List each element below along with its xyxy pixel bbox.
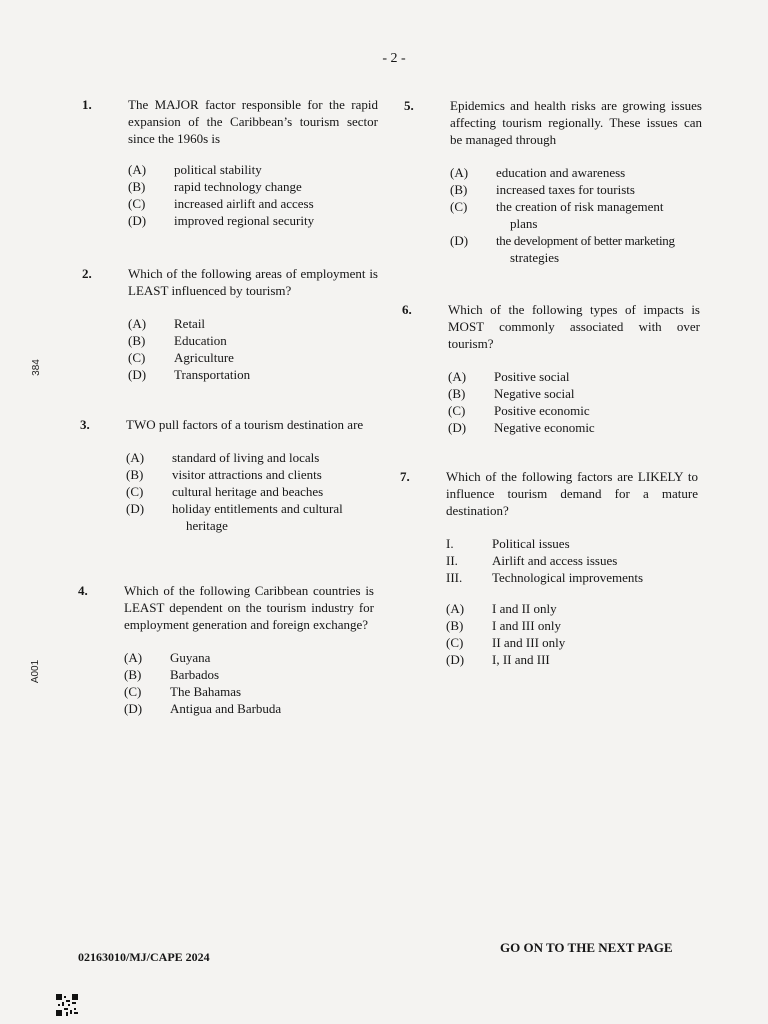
option-c: (C) II and III only	[446, 635, 566, 650]
option-d: (D) the development of better marketing strategies	[450, 233, 675, 265]
question-number: 1.	[82, 97, 92, 112]
statement-iii: III. Technological improvements	[446, 570, 644, 585]
option-list	[124, 649, 374, 717]
option-b: (B) Education	[128, 333, 227, 348]
question-stem: Which of the following factors are LIKELY to influence tourism demand for a mature destination?	[446, 469, 698, 518]
option-a: (A) Guyana	[124, 650, 211, 665]
question-number: 6.	[402, 302, 412, 317]
option-b: (B) Barbados	[124, 667, 220, 682]
question-number: 7.	[400, 469, 410, 484]
option-c: (C) The Bahamas	[124, 684, 242, 699]
option-a: (A) political stability	[128, 162, 262, 177]
side-mark-384: 384	[30, 359, 42, 376]
option-d: (D) Negative economic	[448, 420, 595, 435]
option-d: (D) I, II and III	[446, 652, 550, 667]
question-5	[404, 97, 702, 266]
option-list	[450, 164, 702, 266]
question-stem: Which of the following types of impacts is MOST commonly associated with over tourism?	[448, 302, 700, 351]
question-6	[402, 301, 700, 436]
option-c: (C) Agriculture	[128, 350, 234, 365]
question-stem: Epidemics and health risks are growing issues affecting tourism regionally. These issues can be managed through	[450, 98, 702, 147]
question-4	[78, 582, 374, 717]
side-mark-a001: A001	[30, 659, 42, 684]
option-list	[128, 161, 378, 229]
option-a: (A) I and II only	[446, 601, 557, 616]
option-a: (A) Positive social	[448, 369, 570, 384]
qr-code-icon	[56, 994, 78, 1016]
option-b: (B) visitor attractions and clients	[126, 467, 322, 482]
option-c: (C) cultural heritage and beaches	[126, 484, 324, 499]
question-stem: TWO pull factors of a tourism destination are	[126, 417, 364, 432]
option-d: (D) improved regional security	[128, 213, 315, 228]
question-2	[82, 265, 378, 383]
option-list	[128, 315, 378, 383]
option-a: (A) Retail	[128, 316, 206, 331]
option-c: (C) the creation of risk management plans	[450, 199, 664, 231]
option-d: (D) holiday entitlements and cultural heritage	[126, 501, 343, 533]
question-3	[80, 416, 376, 534]
statement-list	[446, 535, 698, 586]
statement-i: I. Political issues	[446, 536, 570, 551]
question-number: 4.	[78, 583, 88, 598]
option-b: (B) rapid technology change	[128, 179, 302, 194]
option-b: (B) I and III only	[446, 618, 561, 633]
question-stem: The MAJOR factor responsible for the rapid expansion of the Caribbean’s tourism sector since the 1960s is	[128, 97, 378, 146]
option-b: (B) Negative social	[448, 386, 575, 401]
paper-code: 02163010/MJ/CAPE 2024	[78, 950, 210, 964]
next-page-notice: GO ON TO THE NEXT PAGE	[500, 940, 673, 955]
option-c: (C) increased airlift and access	[128, 196, 314, 211]
question-number: 2.	[82, 266, 92, 281]
question-stem: Which of the following Caribbean countries is LEAST dependent on the tourism industry for employment generation and foreign exchange?	[124, 583, 374, 632]
option-a: (A) education and awareness	[450, 165, 626, 180]
option-c: (C) Positive economic	[448, 403, 590, 418]
option-a: (A) standard of living and locals	[126, 450, 320, 465]
option-list	[446, 600, 698, 668]
option-list	[448, 368, 700, 436]
question-1	[82, 96, 378, 229]
option-b: (B) increased taxes for tourists	[450, 182, 635, 197]
question-number: 5.	[404, 98, 414, 113]
option-d: (D) Transportation	[128, 367, 251, 382]
statement-ii: II. Airlift and access issues	[446, 553, 618, 568]
page-number: - 2 -	[382, 51, 406, 66]
question-7	[400, 468, 698, 668]
option-list	[126, 449, 376, 534]
question-stem: Which of the following areas of employment is LEAST influenced by tourism?	[128, 266, 378, 298]
option-d: (D) Antigua and Barbuda	[124, 701, 282, 716]
question-number: 3.	[80, 417, 90, 432]
